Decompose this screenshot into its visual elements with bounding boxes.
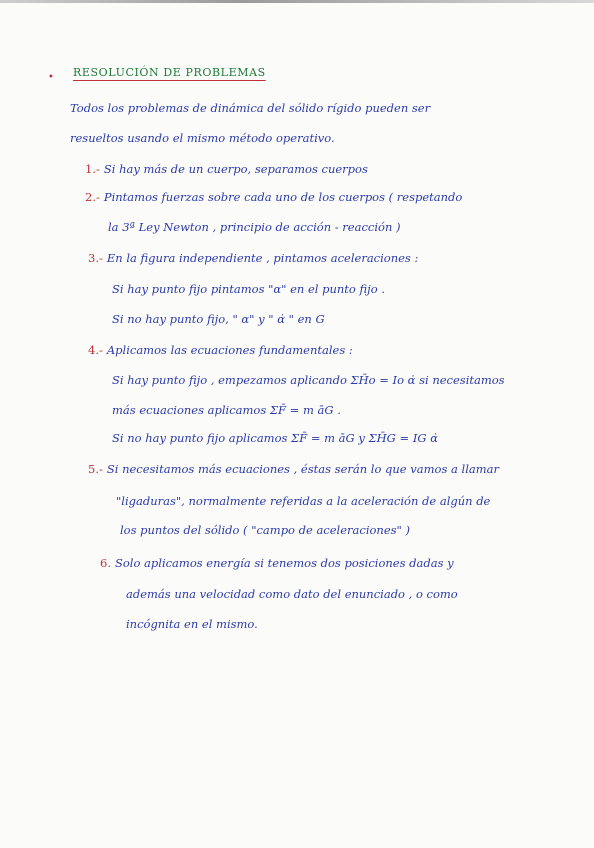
- step-5-a: "ligaduras", normalmente referidas a la aceleración de algún de: [116, 494, 491, 508]
- step-text: Si necesitamos más ecuaciones , éstas serán lo que vamos a llamar: [106, 462, 499, 476]
- step-6: [100, 556, 454, 570]
- step-number: 6.: [100, 556, 111, 570]
- step-6-a: además una velocidad como dato del enunciado , o como: [126, 587, 458, 601]
- step-6-b: incógnita en el mismo.: [126, 617, 258, 631]
- step-text: En la figura independiente , pintamos aceleraciones :: [106, 251, 419, 265]
- step-2: [85, 190, 462, 204]
- step-text: Solo aplicamos energía si tenemos dos posiciones dadas y: [114, 556, 454, 570]
- intro-line-2: resueltos usando el mismo método operativo.: [70, 131, 335, 145]
- step-5-b: los puntos del sólido ( "campo de aceleraciones" ): [120, 523, 410, 537]
- step-number: 3.-: [88, 251, 103, 265]
- step-4-c: Si no hay punto fijo aplicamos ΣF̄ = m āG y ΣH̄G = IG α̇: [112, 431, 438, 445]
- top-edge: [0, 0, 594, 3]
- step-4-b: más ecuaciones aplicamos ΣF̄ = m āG .: [112, 403, 341, 417]
- step-text: Si hay más de un cuerpo, separamos cuerpos: [103, 162, 368, 176]
- step-number: 1.-: [85, 162, 100, 176]
- step-5: [88, 462, 499, 476]
- step-3-a: Si hay punto fijo pintamos "α" en el punto fijo .: [112, 282, 385, 296]
- page-title: RESOLUCIÓN DE PROBLEMAS: [73, 66, 266, 79]
- intro-line-1: Todos los problemas de dinámica del sólido rígido pueden ser: [70, 101, 431, 115]
- step-3-b: Si no hay punto fijo, " α" y " α̇ " en G: [112, 312, 325, 326]
- step-4-a: Si hay punto fijo , empezamos aplicando ΣH̄o = Io α̇ si necesitamos: [112, 373, 505, 387]
- bullet-marker: •: [48, 72, 54, 83]
- step-4: [88, 343, 353, 357]
- step-2-cont: la 3ª Ley Newton , principio de acción - reacción ): [108, 220, 401, 234]
- step-1: [85, 162, 368, 176]
- step-text: Aplicamos las ecuaciones fundamentales :: [106, 343, 353, 357]
- step-number: 5.-: [88, 462, 103, 476]
- step-3: [88, 251, 418, 265]
- step-number: 4.-: [88, 343, 103, 357]
- step-text: Pintamos fuerzas sobre cada uno de los cuerpos ( respetando: [103, 190, 463, 204]
- step-number: 2.-: [85, 190, 100, 204]
